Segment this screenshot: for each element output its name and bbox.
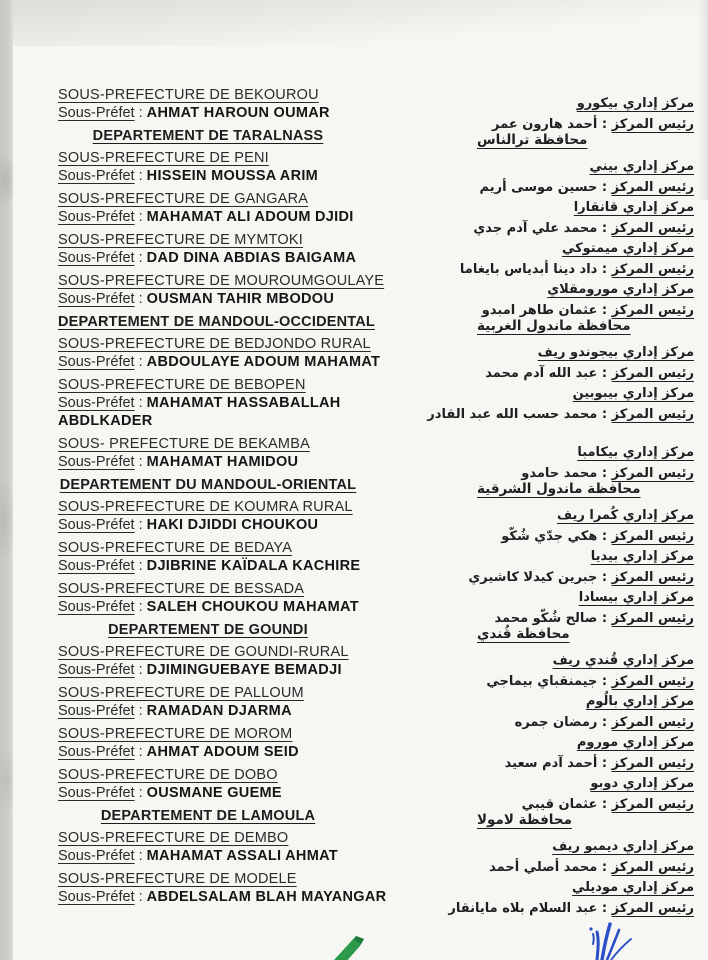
- arabic-entry: [368, 877, 694, 919]
- prefecture-entry: [58, 86, 694, 132]
- sous-prefet-label: Sous-Préfet: [58, 785, 135, 801]
- department-header-row: [58, 127, 694, 148]
- arabic-chief-name: رمضان جمره: [514, 715, 598, 730]
- arabic-chief-name: صالح شُكّو محمد: [494, 611, 598, 626]
- sous-prefecture-title: SOUS-PREFECTURE DE BEDAYA: [58, 540, 293, 556]
- sous-prefet-line: [58, 208, 358, 226]
- separator: :: [134, 744, 147, 760]
- sous-prefet-name: DJIMINGUEBAYE BEMADJI: [146, 662, 342, 678]
- french-entry: [58, 190, 358, 226]
- department-header-row: [58, 313, 694, 334]
- arabic-chief-label: رئيس المركز: [611, 756, 694, 771]
- department-header-fr: DEPARTEMENT DE TARALNASS: [92, 128, 324, 144]
- sous-prefet-label: Sous-Préfet: [58, 744, 135, 760]
- sous-prefet-label: Sous-Préfet: [58, 105, 135, 121]
- separator: :: [597, 901, 612, 916]
- arabic-chief-name: محمد حامدو: [521, 466, 598, 481]
- sous-prefet-line: [58, 516, 358, 534]
- arabic-center-title: مركز إداري موروم: [576, 735, 694, 750]
- sous-prefet-line: [58, 888, 387, 906]
- arabic-chief-label: رئيس المركز: [611, 860, 694, 875]
- separator: :: [597, 570, 612, 585]
- arabic-chief-label: رئيس المركز: [611, 529, 694, 544]
- separator: :: [597, 117, 612, 132]
- french-entry: [58, 539, 361, 575]
- arabic-chief-label: رئيس المركز: [611, 797, 694, 812]
- separator: :: [134, 785, 147, 801]
- arabic-entry: [368, 383, 694, 425]
- sous-prefet-label: Sous-Préfet: [58, 454, 135, 470]
- arabic-chief-label: رئيس المركز: [611, 466, 694, 481]
- sous-prefet-line: [58, 661, 358, 679]
- separator: :: [134, 517, 147, 533]
- department-header-ar: محافظة قُندي: [477, 626, 570, 642]
- sous-prefecture-title: SOUS-PREFECTURE DE BEKOUROU: [58, 87, 319, 103]
- prefecture-entry: [58, 498, 694, 544]
- sous-prefet-name: ABDELSALAM BLAH MAYANGAR: [146, 889, 387, 905]
- arabic-chief-name: أحمد هارون عمر: [492, 117, 598, 132]
- arabic-center-title: مركز إداري مورومقلاي: [547, 282, 694, 297]
- french-entry: [58, 684, 358, 720]
- arabic-center-title: مركز إداري بالُوم: [585, 694, 694, 709]
- prefecture-entry: [58, 684, 694, 730]
- sous-prefet-label: Sous-Préfet: [58, 168, 135, 184]
- sous-prefecture-title: SOUS-PREFECTURE DE BEBOPEN: [58, 377, 306, 393]
- arabic-chief-name: جيمنقباي بيماجي: [486, 674, 598, 689]
- separator: :: [597, 860, 612, 875]
- arabic-chief-label: رئيس المركز: [611, 611, 694, 626]
- separator: :: [134, 395, 147, 411]
- sous-prefecture-title: SOUS- PREFECTURE DE BEKAMBA: [58, 436, 310, 452]
- sous-prefet-line: [58, 453, 358, 471]
- sous-prefet-name: ABDOULAYE ADOUM MAHAMAT: [146, 354, 381, 370]
- french-entry: [58, 498, 358, 534]
- separator: :: [597, 366, 612, 381]
- separator: :: [597, 180, 612, 195]
- french-entry: [58, 272, 385, 308]
- separator: :: [134, 558, 147, 574]
- arabic-center-title: مركز إداري ديمبو ريف: [552, 839, 694, 854]
- prefecture-entry: [58, 335, 694, 381]
- sous-prefet-name: MAHAMAT HAMIDOU: [146, 454, 299, 470]
- arabic-chief-label: رئيس المركز: [611, 674, 694, 689]
- department-header-ar: محافظة لامولا: [477, 812, 572, 828]
- department-header-row: [58, 621, 694, 642]
- separator: :: [134, 703, 147, 719]
- sous-prefecture-title: SOUS-PREFECTURE DE PENI: [58, 150, 269, 166]
- sous-prefecture-title: SOUS-PREFECTURE DE KOUMRA RURAL: [58, 499, 353, 515]
- prefecture-entry: [58, 435, 694, 481]
- department-header-row: [58, 476, 694, 497]
- separator: :: [134, 209, 147, 225]
- separator: :: [134, 291, 147, 307]
- arabic-chief-label: رئيس المركز: [611, 715, 694, 730]
- sous-prefet-line: [58, 104, 358, 122]
- arabic-chief-label: رئيس المركز: [611, 407, 694, 422]
- department-header-ar: محافظة ماندول الغربية: [477, 318, 631, 334]
- prefecture-list: [58, 86, 694, 916]
- separator: :: [597, 529, 612, 544]
- prefecture-entry: [58, 149, 694, 195]
- arabic-center-title: مركز إداري موديلي: [571, 880, 694, 895]
- separator: :: [134, 889, 147, 905]
- sous-prefet-label: Sous-Préfet: [58, 848, 135, 864]
- sous-prefet-line: [58, 290, 358, 308]
- separator: :: [597, 303, 612, 318]
- arabic-chief-label: رئيس المركز: [611, 117, 694, 132]
- arabic-center-title: مركز إداري قانقارا: [573, 200, 694, 215]
- arabic-center-title: مركز إداري بيكورو: [576, 96, 694, 111]
- prefecture-entry: [58, 231, 694, 277]
- sous-prefecture-title: SOUS-PREFECTURE DE MODELE: [58, 871, 297, 887]
- separator: :: [134, 599, 147, 615]
- french-entry: [58, 376, 358, 430]
- french-entry: [58, 335, 381, 371]
- prefecture-entry: [58, 539, 694, 585]
- arabic-center-title: مركز إداري ميمتوكي: [561, 241, 694, 256]
- separator: :: [134, 662, 147, 678]
- sous-prefet-line: [58, 167, 358, 185]
- separator: :: [134, 354, 147, 370]
- arabic-chief-name: عبد الله آدم محمد: [485, 366, 598, 381]
- sous-prefet-name: AHMAT HAROUN OUMAR: [146, 105, 330, 121]
- french-entry: [58, 580, 358, 616]
- separator: :: [597, 221, 612, 236]
- arabic-chief-name: محمد علي آدم جدي: [473, 221, 598, 236]
- sous-prefet-line: [58, 394, 358, 412]
- sous-prefet-name: OUSMANE GUEME: [146, 785, 282, 801]
- sous-prefet-name: MAHAMAT ALI ADOUM DJIDI: [146, 209, 354, 225]
- prefecture-entry: [58, 190, 694, 236]
- sous-prefet-label: Sous-Préfet: [58, 599, 135, 615]
- separator: :: [597, 674, 612, 689]
- sous-prefet-name: AHMAT ADOUM SEID: [146, 744, 299, 760]
- arabic-chief-name: داد دينا أبدياس بايغاما: [459, 262, 598, 277]
- prefecture-entry: [58, 376, 694, 430]
- department-header-row: [58, 807, 694, 828]
- sous-prefet-label: Sous-Préfet: [58, 395, 135, 411]
- sous-prefet-line: [58, 557, 361, 575]
- sous-prefecture-title: SOUS-PREFECTURE DE MOUROUMGOULAYE: [58, 273, 385, 289]
- separator: :: [597, 262, 612, 277]
- arabic-chief-name: جبرين كيدلا كاشيري: [468, 570, 598, 585]
- sous-prefet-label: Sous-Préfet: [58, 662, 135, 678]
- arabic-center-title: مركز إداري بيديا: [590, 549, 694, 564]
- french-entry: [58, 829, 358, 865]
- separator: :: [597, 611, 612, 626]
- prefecture-entry: [58, 766, 694, 812]
- sous-prefet-name: DAD DINA ABDIAS BAIGAMA: [146, 250, 357, 266]
- sous-prefet-label: Sous-Préfet: [58, 209, 135, 225]
- arabic-center-title: مركز إداري كُمرا ريف: [556, 508, 694, 523]
- sous-prefet-label: Sous-Préfet: [58, 558, 135, 574]
- arabic-chief-name: عثمان طاهر امبدو: [481, 303, 598, 318]
- arabic-center-title: مركز إداري بيسادا: [578, 590, 694, 605]
- sous-prefecture-title: SOUS-PREFECTURE DE DEMBO: [58, 830, 289, 846]
- sous-prefet-line: [58, 847, 358, 865]
- prefecture-entry: [58, 829, 694, 875]
- sous-prefet-line: [58, 353, 381, 371]
- prefecture-entry: [58, 580, 694, 626]
- department-header-fr: DEPARTEMENT DE MANDOUL-OCCIDENTAL: [58, 314, 375, 330]
- arabic-chief-name: عبد السلام بلاه مايانقار: [448, 901, 598, 916]
- sous-prefet-label: Sous-Préfet: [58, 703, 135, 719]
- arabic-chief-name: حسين موسى أريم: [479, 180, 598, 195]
- arabic-chief-label: رئيس المركز: [611, 366, 694, 381]
- separator: :: [597, 466, 612, 481]
- french-entry: [58, 149, 358, 185]
- sous-prefet-line: [58, 598, 358, 616]
- separator: :: [597, 756, 612, 771]
- separator: :: [134, 168, 147, 184]
- sous-prefet-name: HISSEIN MOUSSA ARIM: [146, 168, 319, 184]
- sous-prefet-name: MAHAMAT ASSALI AHMAT: [146, 848, 338, 864]
- arabic-chief-name: أحمد آدم سعيد: [504, 756, 598, 771]
- arabic-chief-name: هكي جدّي شُكّو: [501, 529, 598, 544]
- sous-prefet-label: Sous-Préfet: [58, 291, 135, 307]
- sous-prefecture-title: SOUS-PREFECTURE DE BEDJONDO RURAL: [58, 336, 371, 352]
- french-entry: [58, 643, 358, 679]
- sous-prefet-name: DJIBRINE KAÏDALA KACHIRE: [146, 558, 361, 574]
- sous-prefet-line: [58, 249, 358, 267]
- sous-prefet-name: SALEH CHOUKOU MAHAMAT: [146, 599, 359, 615]
- separator: :: [134, 105, 147, 121]
- arabic-chief-label: رئيس المركز: [611, 180, 694, 195]
- sous-prefet-line: [58, 702, 358, 720]
- arabic-chief-label: رئيس المركز: [611, 221, 694, 236]
- french-entry: [58, 86, 358, 122]
- sous-prefet-name-wrap: ABDLKADER: [58, 413, 153, 429]
- sous-prefet-line: [58, 743, 358, 761]
- prefecture-entry: [58, 870, 694, 916]
- separator: :: [597, 715, 612, 730]
- arabic-center-title: مركز إداري دوبو: [590, 776, 694, 791]
- department-header-ar: محافظة ترالناس: [477, 132, 588, 148]
- green-signature-mark: [330, 934, 376, 960]
- french-entry: [58, 435, 358, 471]
- sous-prefet-label: Sous-Préfet: [58, 354, 135, 370]
- arabic-center-title: مركز إداري بيكامبا: [577, 445, 694, 460]
- prefecture-entry: [58, 272, 694, 318]
- department-header-fr: DEPARTEMENT DU MANDOUL-ORIENTAL: [59, 477, 357, 493]
- sous-prefet-name: OUSMAN TAHIR MBODOU: [146, 291, 335, 307]
- sous-prefet-name: MAHAMAT HASSABALLAH: [146, 395, 341, 411]
- arabic-chief-label: رئيس المركز: [611, 303, 694, 318]
- sous-prefet-line: [58, 784, 358, 802]
- separator: :: [134, 848, 147, 864]
- arabic-chief-label: رئيس المركز: [611, 901, 694, 916]
- french-entry: [58, 870, 387, 906]
- sous-prefet-name: HAKI DJIDDI CHOUKOU: [146, 517, 319, 533]
- department-header-fr: DEPARTEMENT DE LAMOULA: [100, 808, 316, 824]
- french-entry: [58, 231, 358, 267]
- separator: :: [134, 454, 147, 470]
- sous-prefet-label: Sous-Préfet: [58, 250, 135, 266]
- sous-prefecture-title: SOUS-PREFECTURE DE MYMTOKI: [58, 232, 304, 248]
- arabic-center-title: مركز إداري بيني: [589, 159, 694, 174]
- arabic-chief-line: [368, 898, 694, 919]
- separator: :: [597, 407, 612, 422]
- sous-prefecture-title: SOUS-PREFECTURE DE GOUNDI-RURAL: [58, 644, 349, 660]
- prefecture-entry: [58, 725, 694, 771]
- sous-prefecture-title: SOUS-PREFECTURE DE BESSADA: [58, 581, 305, 597]
- french-entry: [58, 725, 358, 761]
- sous-prefet-label: Sous-Préfet: [58, 517, 135, 533]
- department-header-ar: محافظة ماندول الشرقية: [477, 481, 641, 497]
- blue-signature-mark: [583, 920, 635, 960]
- arabic-center-title: مركز إداري قُندي ريف: [552, 653, 694, 668]
- arabic-chief-label: رئيس المركز: [611, 570, 694, 585]
- arabic-chief-line: [368, 404, 694, 425]
- sous-prefecture-title: SOUS-PREFECTURE DE DOBO: [58, 767, 278, 783]
- arabic-center-title: مركز إداري بيجوندو ريف: [537, 345, 694, 360]
- arabic-chief-name: محمد حسب الله عبد القادر: [427, 407, 598, 422]
- separator: :: [597, 797, 612, 812]
- prefecture-entry: [58, 643, 694, 689]
- sous-prefecture-title: SOUS-PREFECTURE DE PALLOUM: [58, 685, 304, 701]
- arabic-chief-name: محمد أصلي أحمد: [489, 860, 598, 875]
- sous-prefecture-title: SOUS-PREFECTURE DE GANGARA: [58, 191, 309, 207]
- arabic-chief-label: رئيس المركز: [611, 262, 694, 277]
- french-entry: [58, 766, 358, 802]
- department-header-fr: DEPARTEMENT DE GOUNDI: [108, 622, 308, 638]
- arabic-center-title: مركز إداري بيبوبين: [572, 386, 694, 401]
- sous-prefet-label: Sous-Préfet: [58, 889, 135, 905]
- arabic-chief-name: عثمان قيبي: [521, 797, 598, 812]
- sous-prefet-name: RAMADAN DJARMA: [146, 703, 292, 719]
- separator: :: [134, 250, 147, 266]
- sous-prefecture-title: SOUS-PREFECTURE DE MOROM: [58, 726, 293, 742]
